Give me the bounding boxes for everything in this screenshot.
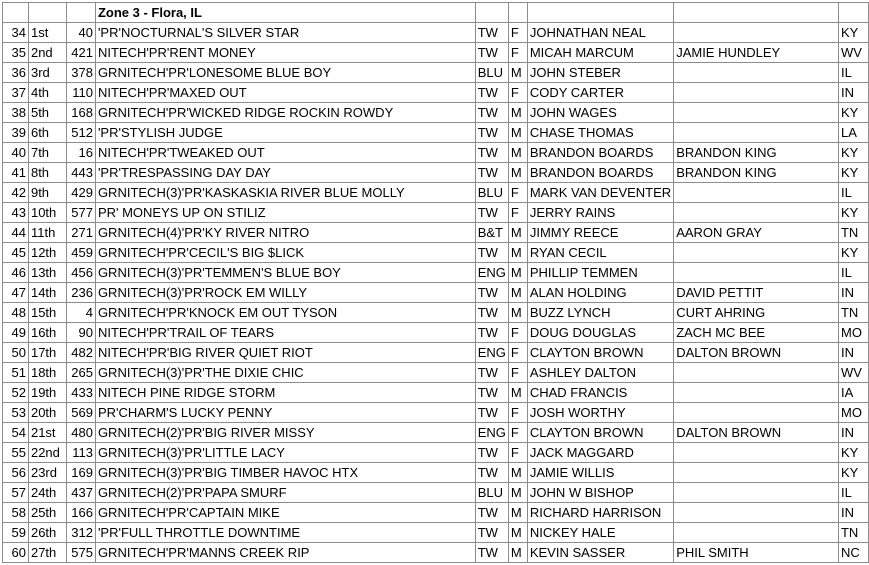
dog-name-cell[interactable]: NITECH PINE RIDGE STORM bbox=[95, 383, 475, 403]
state-cell[interactable]: MO bbox=[838, 403, 868, 423]
dog-name-cell[interactable]: NITECH'PR'RENT MONEY bbox=[95, 43, 475, 63]
owner-cell[interactable]: CODY CARTER bbox=[527, 83, 673, 103]
sex-cell[interactable]: F bbox=[508, 43, 527, 63]
row-number-cell[interactable]: 47 bbox=[3, 283, 29, 303]
entry-number-cell[interactable]: 378 bbox=[66, 63, 95, 83]
breed-cell[interactable]: ENG bbox=[475, 423, 508, 443]
dog-name-cell[interactable]: 'PR'STYLISH JUDGE bbox=[95, 123, 475, 143]
handler-cell[interactable] bbox=[674, 263, 839, 283]
place-cell[interactable]: 20th bbox=[28, 403, 66, 423]
dog-name-cell[interactable]: NITECH'PR'TRAIL OF TEARS bbox=[95, 323, 475, 343]
table-row bbox=[3, 283, 869, 303]
breed-cell[interactable]: TW bbox=[475, 463, 508, 483]
table-row bbox=[3, 183, 869, 203]
owner-cell[interactable]: MICAH MARCUM bbox=[527, 43, 673, 63]
handler-cell[interactable] bbox=[674, 183, 839, 203]
owner-cell[interactable]: JIMMY REECE bbox=[527, 223, 673, 243]
dog-name-cell[interactable]: NITECH'PR'BIG RIVER QUIET RIOT bbox=[95, 343, 475, 363]
entry-number-cell[interactable]: 437 bbox=[66, 483, 95, 503]
sex-cell[interactable]: F bbox=[508, 403, 527, 423]
entry-number-cell[interactable]: 312 bbox=[66, 523, 95, 543]
breed-cell[interactable]: TW bbox=[475, 23, 508, 43]
place-cell[interactable]: 23rd bbox=[28, 463, 66, 483]
sex-cell[interactable]: M bbox=[508, 383, 527, 403]
place-cell[interactable]: 4th bbox=[28, 83, 66, 103]
table-row bbox=[3, 403, 869, 423]
breed-cell[interactable]: TW bbox=[475, 443, 508, 463]
state-cell[interactable]: TN bbox=[838, 223, 868, 243]
handler-cell[interactable] bbox=[674, 203, 839, 223]
handler-cell[interactable] bbox=[674, 103, 839, 123]
header-row bbox=[3, 3, 869, 23]
dog-name-cell[interactable]: GRNITECH'PR'LONESOME BLUE BOY bbox=[95, 63, 475, 83]
owner-cell[interactable]: JACK MAGGARD bbox=[527, 443, 673, 463]
entry-number-cell[interactable]: 443 bbox=[66, 163, 95, 183]
handler-cell[interactable] bbox=[674, 23, 839, 43]
place-cell[interactable]: 17th bbox=[28, 343, 66, 363]
handler-cell[interactable]: DALTON BROWN bbox=[674, 343, 839, 363]
table-row bbox=[3, 363, 869, 383]
table-row bbox=[3, 523, 869, 543]
place-cell[interactable]: 15th bbox=[28, 303, 66, 323]
row-number-cell[interactable]: 59 bbox=[3, 523, 29, 543]
place-cell[interactable]: 18th bbox=[28, 363, 66, 383]
cell[interactable] bbox=[475, 3, 508, 23]
owner-cell[interactable]: JAMIE WILLIS bbox=[527, 463, 673, 483]
table-row bbox=[3, 203, 869, 223]
sex-cell[interactable]: F bbox=[508, 183, 527, 203]
row-number-cell[interactable]: 40 bbox=[3, 143, 29, 163]
table-body bbox=[3, 3, 869, 563]
handler-cell[interactable] bbox=[674, 63, 839, 83]
cell[interactable] bbox=[527, 3, 673, 23]
state-cell[interactable]: NC bbox=[838, 543, 868, 563]
owner-cell[interactable]: ALAN HOLDING bbox=[527, 283, 673, 303]
row-number-cell[interactable]: 41 bbox=[3, 163, 29, 183]
handler-cell[interactable]: AARON GRAY bbox=[674, 223, 839, 243]
table-row bbox=[3, 443, 869, 463]
table-row bbox=[3, 503, 869, 523]
breed-cell[interactable]: TW bbox=[475, 103, 508, 123]
dog-name-cell[interactable]: GRNITECH(2)'PR'PAPA SMURF bbox=[95, 483, 475, 503]
entry-number-cell[interactable]: 480 bbox=[66, 423, 95, 443]
row-number-cell[interactable]: 46 bbox=[3, 263, 29, 283]
handler-cell[interactable]: CURT AHRING bbox=[674, 303, 839, 323]
sex-cell[interactable]: M bbox=[508, 523, 527, 543]
entry-number-cell[interactable]: 265 bbox=[66, 363, 95, 383]
place-cell[interactable]: 26th bbox=[28, 523, 66, 543]
place-cell[interactable]: 14th bbox=[28, 283, 66, 303]
cell[interactable] bbox=[3, 3, 29, 23]
cell[interactable] bbox=[66, 3, 95, 23]
sex-cell[interactable]: F bbox=[508, 343, 527, 363]
table-row bbox=[3, 383, 869, 403]
state-cell[interactable]: KY bbox=[838, 163, 868, 183]
breed-cell[interactable]: TW bbox=[475, 323, 508, 343]
row-number-cell[interactable]: 57 bbox=[3, 483, 29, 503]
dog-name-cell[interactable]: GRNITECH(4)'PR'KY RIVER NITRO bbox=[95, 223, 475, 243]
row-number-cell[interactable]: 55 bbox=[3, 443, 29, 463]
sex-cell[interactable]: M bbox=[508, 223, 527, 243]
place-cell[interactable]: 21st bbox=[28, 423, 66, 443]
row-number-cell[interactable]: 49 bbox=[3, 323, 29, 343]
entry-number-cell[interactable]: 110 bbox=[66, 83, 95, 103]
owner-cell[interactable]: BUZZ LYNCH bbox=[527, 303, 673, 323]
dog-name-cell[interactable]: GRNITECH(3)'PR'KASKASKIA RIVER BLUE MOLLY bbox=[95, 183, 475, 203]
state-cell[interactable]: IN bbox=[838, 503, 868, 523]
place-cell[interactable]: 24th bbox=[28, 483, 66, 503]
row-number-cell[interactable]: 58 bbox=[3, 503, 29, 523]
handler-cell[interactable] bbox=[674, 363, 839, 383]
dog-name-cell[interactable]: GRNITECH(3)'PR'BIG TIMBER HAVOC HTX bbox=[95, 463, 475, 483]
breed-cell[interactable]: TW bbox=[475, 523, 508, 543]
place-cell[interactable]: 1st bbox=[28, 23, 66, 43]
table-row bbox=[3, 263, 869, 283]
breed-cell[interactable]: TW bbox=[475, 503, 508, 523]
state-cell[interactable]: IA bbox=[838, 383, 868, 403]
table-row bbox=[3, 163, 869, 183]
sex-cell[interactable]: M bbox=[508, 163, 527, 183]
entry-number-cell[interactable]: 577 bbox=[66, 203, 95, 223]
state-cell[interactable]: TN bbox=[838, 303, 868, 323]
row-number-cell[interactable]: 54 bbox=[3, 423, 29, 443]
row-number-cell[interactable]: 51 bbox=[3, 363, 29, 383]
breed-cell[interactable]: BLU bbox=[475, 183, 508, 203]
place-cell[interactable]: 2nd bbox=[28, 43, 66, 63]
owner-cell[interactable]: JOHN W BISHOP bbox=[527, 483, 673, 503]
sex-cell[interactable]: M bbox=[508, 283, 527, 303]
owner-cell[interactable]: JOHN STEBER bbox=[527, 63, 673, 83]
entry-number-cell[interactable]: 4 bbox=[66, 303, 95, 323]
dog-name-cell[interactable]: 'PR'TRESPASSING DAY DAY bbox=[95, 163, 475, 183]
place-cell[interactable]: 5th bbox=[28, 103, 66, 123]
dog-name-cell[interactable]: NITECH'PR'TWEAKED OUT bbox=[95, 143, 475, 163]
row-number-cell[interactable]: 37 bbox=[3, 83, 29, 103]
handler-cell[interactable]: BRANDON KING bbox=[674, 143, 839, 163]
handler-cell[interactable] bbox=[674, 503, 839, 523]
owner-cell[interactable]: BRANDON BOARDS bbox=[527, 163, 673, 183]
entry-number-cell[interactable]: 236 bbox=[66, 283, 95, 303]
row-number-cell[interactable]: 38 bbox=[3, 103, 29, 123]
sex-cell[interactable]: F bbox=[508, 23, 527, 43]
table-row bbox=[3, 223, 869, 243]
handler-cell[interactable] bbox=[674, 403, 839, 423]
owner-cell[interactable]: NICKEY HALE bbox=[527, 523, 673, 543]
state-cell[interactable]: KY bbox=[838, 243, 868, 263]
table-row bbox=[3, 243, 869, 263]
handler-cell[interactable]: DAVID PETTIT bbox=[674, 283, 839, 303]
breed-cell[interactable]: TW bbox=[475, 363, 508, 383]
breed-cell[interactable]: TW bbox=[475, 203, 508, 223]
place-cell[interactable]: 27th bbox=[28, 543, 66, 563]
owner-cell[interactable]: JERRY RAINS bbox=[527, 203, 673, 223]
dog-name-cell[interactable]: PR'CHARM'S LUCKY PENNY bbox=[95, 403, 475, 423]
handler-cell[interactable]: BRANDON KING bbox=[674, 163, 839, 183]
entry-number-cell[interactable]: 16 bbox=[66, 143, 95, 163]
sex-cell[interactable]: M bbox=[508, 243, 527, 263]
entry-number-cell[interactable]: 429 bbox=[66, 183, 95, 203]
breed-cell[interactable]: ENG bbox=[475, 263, 508, 283]
state-cell[interactable]: KY bbox=[838, 203, 868, 223]
state-cell[interactable]: IN bbox=[838, 343, 868, 363]
sex-cell[interactable]: F bbox=[508, 423, 527, 443]
owner-cell[interactable]: JOHNATHAN NEAL bbox=[527, 23, 673, 43]
handler-cell[interactable] bbox=[674, 523, 839, 543]
row-number-cell[interactable]: 39 bbox=[3, 123, 29, 143]
entry-number-cell[interactable]: 456 bbox=[66, 263, 95, 283]
sex-cell[interactable]: M bbox=[508, 303, 527, 323]
breed-cell[interactable]: TW bbox=[475, 283, 508, 303]
entry-number-cell[interactable]: 482 bbox=[66, 343, 95, 363]
row-number-cell[interactable]: 34 bbox=[3, 23, 29, 43]
sex-cell[interactable]: F bbox=[508, 323, 527, 343]
place-cell[interactable]: 3rd bbox=[28, 63, 66, 83]
place-cell[interactable]: 7th bbox=[28, 143, 66, 163]
place-cell[interactable]: 11th bbox=[28, 223, 66, 243]
state-cell[interactable]: TN bbox=[838, 523, 868, 543]
breed-cell[interactable]: TW bbox=[475, 123, 508, 143]
state-cell[interactable]: IL bbox=[838, 183, 868, 203]
row-number-cell[interactable]: 35 bbox=[3, 43, 29, 63]
dog-name-cell[interactable]: GRNITECH(3)'PR'TEMMEN'S BLUE BOY bbox=[95, 263, 475, 283]
dog-name-cell[interactable]: GRNITECH(3)'PR'THE DIXIE CHIC bbox=[95, 363, 475, 383]
owner-cell[interactable]: RICHARD HARRISON bbox=[527, 503, 673, 523]
state-cell[interactable]: KY bbox=[838, 143, 868, 163]
row-number-cell[interactable]: 48 bbox=[3, 303, 29, 323]
row-number-cell[interactable]: 43 bbox=[3, 203, 29, 223]
owner-cell[interactable]: BRANDON BOARDS bbox=[527, 143, 673, 163]
table-row bbox=[3, 103, 869, 123]
dog-name-cell[interactable]: 'PR'FULL THROTTLE DOWNTIME bbox=[95, 523, 475, 543]
state-cell[interactable]: IL bbox=[838, 63, 868, 83]
dog-name-cell[interactable]: GRNITECH'PR'CAPTAIN MIKE bbox=[95, 503, 475, 523]
state-cell[interactable]: IN bbox=[838, 423, 868, 443]
table-row bbox=[3, 143, 869, 163]
state-cell[interactable]: WV bbox=[838, 363, 868, 383]
results-table bbox=[2, 2, 869, 563]
handler-cell[interactable]: ZACH MC BEE bbox=[674, 323, 839, 343]
dog-name-cell[interactable]: GRNITECH'PR'MANNS CREEK RIP bbox=[95, 543, 475, 563]
handler-cell[interactable] bbox=[674, 123, 839, 143]
dog-name-cell[interactable]: GRNITECH'PR'WICKED RIDGE ROCKIN ROWDY bbox=[95, 103, 475, 123]
breed-cell[interactable]: BLU bbox=[475, 63, 508, 83]
breed-cell[interactable]: TW bbox=[475, 543, 508, 563]
sex-cell[interactable]: F bbox=[508, 83, 527, 103]
state-cell[interactable]: KY bbox=[838, 463, 868, 483]
owner-cell[interactable]: PHILLIP TEMMEN bbox=[527, 263, 673, 283]
sex-cell[interactable]: M bbox=[508, 63, 527, 83]
state-cell[interactable]: IN bbox=[838, 83, 868, 103]
owner-cell[interactable]: JOSH WORTHY bbox=[527, 403, 673, 423]
state-cell[interactable]: KY bbox=[838, 443, 868, 463]
breed-cell[interactable]: B&T bbox=[475, 223, 508, 243]
entry-number-cell[interactable]: 168 bbox=[66, 103, 95, 123]
sex-cell[interactable]: M bbox=[508, 123, 527, 143]
dog-name-cell[interactable]: PR' MONEYS UP ON STILIZ bbox=[95, 203, 475, 223]
sex-cell[interactable]: M bbox=[508, 543, 527, 563]
place-cell[interactable]: 22nd bbox=[28, 443, 66, 463]
table-row bbox=[3, 423, 869, 443]
dog-name-cell[interactable]: GRNITECH(3)'PR'ROCK EM WILLY bbox=[95, 283, 475, 303]
handler-cell[interactable] bbox=[674, 383, 839, 403]
dog-name-cell[interactable]: GRNITECH'PR'CECIL'S BIG $LICK bbox=[95, 243, 475, 263]
place-cell[interactable]: 19th bbox=[28, 383, 66, 403]
table-row bbox=[3, 483, 869, 503]
entry-number-cell[interactable]: 169 bbox=[66, 463, 95, 483]
breed-cell[interactable]: TW bbox=[475, 243, 508, 263]
entry-number-cell[interactable]: 459 bbox=[66, 243, 95, 263]
row-number-cell[interactable]: 44 bbox=[3, 223, 29, 243]
entry-number-cell[interactable]: 40 bbox=[66, 23, 95, 43]
owner-cell[interactable]: MARK VAN DEVENTER bbox=[527, 183, 673, 203]
entry-number-cell[interactable]: 433 bbox=[66, 383, 95, 403]
row-number-cell[interactable]: 52 bbox=[3, 383, 29, 403]
place-cell[interactable]: 13th bbox=[28, 263, 66, 283]
sex-cell[interactable]: F bbox=[508, 363, 527, 383]
breed-cell[interactable]: ENG bbox=[475, 343, 508, 363]
state-cell[interactable]: KY bbox=[838, 103, 868, 123]
breed-cell[interactable]: TW bbox=[475, 403, 508, 423]
table-row bbox=[3, 303, 869, 323]
owner-cell[interactable]: JOHN WAGES bbox=[527, 103, 673, 123]
cell[interactable] bbox=[508, 3, 527, 23]
cell[interactable] bbox=[838, 3, 868, 23]
handler-cell[interactable]: PHIL SMITH bbox=[674, 543, 839, 563]
breed-cell[interactable]: TW bbox=[475, 383, 508, 403]
cell[interactable] bbox=[28, 3, 66, 23]
state-cell[interactable]: IL bbox=[838, 483, 868, 503]
row-number-cell[interactable]: 36 bbox=[3, 63, 29, 83]
sex-cell[interactable]: M bbox=[508, 503, 527, 523]
table-row bbox=[3, 543, 869, 563]
dog-name-cell[interactable]: GRNITECH(3)'PR'LITTLE LACY bbox=[95, 443, 475, 463]
sex-cell[interactable]: F bbox=[508, 203, 527, 223]
place-cell[interactable]: 12th bbox=[28, 243, 66, 263]
table-row bbox=[3, 83, 869, 103]
cell[interactable] bbox=[674, 3, 839, 23]
row-number-cell[interactable]: 60 bbox=[3, 543, 29, 563]
table-row bbox=[3, 463, 869, 483]
table-row bbox=[3, 23, 869, 43]
state-cell[interactable]: LA bbox=[838, 123, 868, 143]
dog-name-cell[interactable]: GRNITECH'PR'KNOCK EM OUT TYSON bbox=[95, 303, 475, 323]
owner-cell[interactable]: ASHLEY DALTON bbox=[527, 363, 673, 383]
place-cell[interactable]: 6th bbox=[28, 123, 66, 143]
table-row bbox=[3, 43, 869, 63]
table-row bbox=[3, 323, 869, 343]
breed-cell[interactable]: TW bbox=[475, 83, 508, 103]
entry-number-cell[interactable]: 569 bbox=[66, 403, 95, 423]
entry-number-cell[interactable]: 90 bbox=[66, 323, 95, 343]
place-cell[interactable]: 10th bbox=[28, 203, 66, 223]
table-row bbox=[3, 123, 869, 143]
handler-cell[interactable]: JAMIE HUNDLEY bbox=[674, 43, 839, 63]
place-cell[interactable]: 8th bbox=[28, 163, 66, 183]
entry-number-cell[interactable]: 512 bbox=[66, 123, 95, 143]
breed-cell[interactable]: TW bbox=[475, 163, 508, 183]
sex-cell[interactable]: F bbox=[508, 443, 527, 463]
handler-cell[interactable] bbox=[674, 83, 839, 103]
row-number-cell[interactable]: 45 bbox=[3, 243, 29, 263]
state-cell[interactable]: IL bbox=[838, 263, 868, 283]
state-cell[interactable]: KY bbox=[838, 23, 868, 43]
owner-cell[interactable]: CLAYTON BROWN bbox=[527, 423, 673, 443]
sex-cell[interactable]: M bbox=[508, 143, 527, 163]
handler-cell[interactable] bbox=[674, 463, 839, 483]
state-cell[interactable]: IN bbox=[838, 283, 868, 303]
breed-cell[interactable]: TW bbox=[475, 303, 508, 323]
entry-number-cell[interactable]: 575 bbox=[66, 543, 95, 563]
handler-cell[interactable] bbox=[674, 483, 839, 503]
entry-number-cell[interactable]: 421 bbox=[66, 43, 95, 63]
sex-cell[interactable]: M bbox=[508, 463, 527, 483]
handler-cell[interactable]: DALTON BROWN bbox=[674, 423, 839, 443]
entry-number-cell[interactable]: 113 bbox=[66, 443, 95, 463]
row-number-cell[interactable]: 42 bbox=[3, 183, 29, 203]
handler-cell[interactable] bbox=[674, 443, 839, 463]
breed-cell[interactable]: TW bbox=[475, 143, 508, 163]
sex-cell[interactable]: M bbox=[508, 103, 527, 123]
owner-cell[interactable]: DOUG DOUGLAS bbox=[527, 323, 673, 343]
place-cell[interactable]: 16th bbox=[28, 323, 66, 343]
breed-cell[interactable]: TW bbox=[475, 43, 508, 63]
place-cell[interactable]: 25th bbox=[28, 503, 66, 523]
owner-cell[interactable]: CHASE THOMAS bbox=[527, 123, 673, 143]
sex-cell[interactable]: M bbox=[508, 263, 527, 283]
owner-cell[interactable]: CHAD FRANCIS bbox=[527, 383, 673, 403]
table-row bbox=[3, 343, 869, 363]
owner-cell[interactable]: CLAYTON BROWN bbox=[527, 343, 673, 363]
place-cell[interactable]: 9th bbox=[28, 183, 66, 203]
handler-cell[interactable] bbox=[674, 243, 839, 263]
breed-cell[interactable]: BLU bbox=[475, 483, 508, 503]
row-number-cell[interactable]: 53 bbox=[3, 403, 29, 423]
row-number-cell[interactable]: 56 bbox=[3, 463, 29, 483]
entry-number-cell[interactable]: 271 bbox=[66, 223, 95, 243]
sex-cell[interactable]: M bbox=[508, 483, 527, 503]
entry-number-cell[interactable]: 166 bbox=[66, 503, 95, 523]
dog-name-cell[interactable]: 'PR'NOCTURNAL'S SILVER STAR bbox=[95, 23, 475, 43]
state-cell[interactable]: MO bbox=[838, 323, 868, 343]
dog-name-cell[interactable]: NITECH'PR'MAXED OUT bbox=[95, 83, 475, 103]
table-row bbox=[3, 63, 869, 83]
owner-cell[interactable]: RYAN CECIL bbox=[527, 243, 673, 263]
dog-name-cell[interactable]: GRNITECH(2)'PR'BIG RIVER MISSY bbox=[95, 423, 475, 443]
owner-cell[interactable]: KEVIN SASSER bbox=[527, 543, 673, 563]
row-number-cell[interactable]: 50 bbox=[3, 343, 29, 363]
state-cell[interactable]: WV bbox=[838, 43, 868, 63]
zone-title[interactable]: Zone 3 - Flora, IL bbox=[95, 3, 475, 23]
